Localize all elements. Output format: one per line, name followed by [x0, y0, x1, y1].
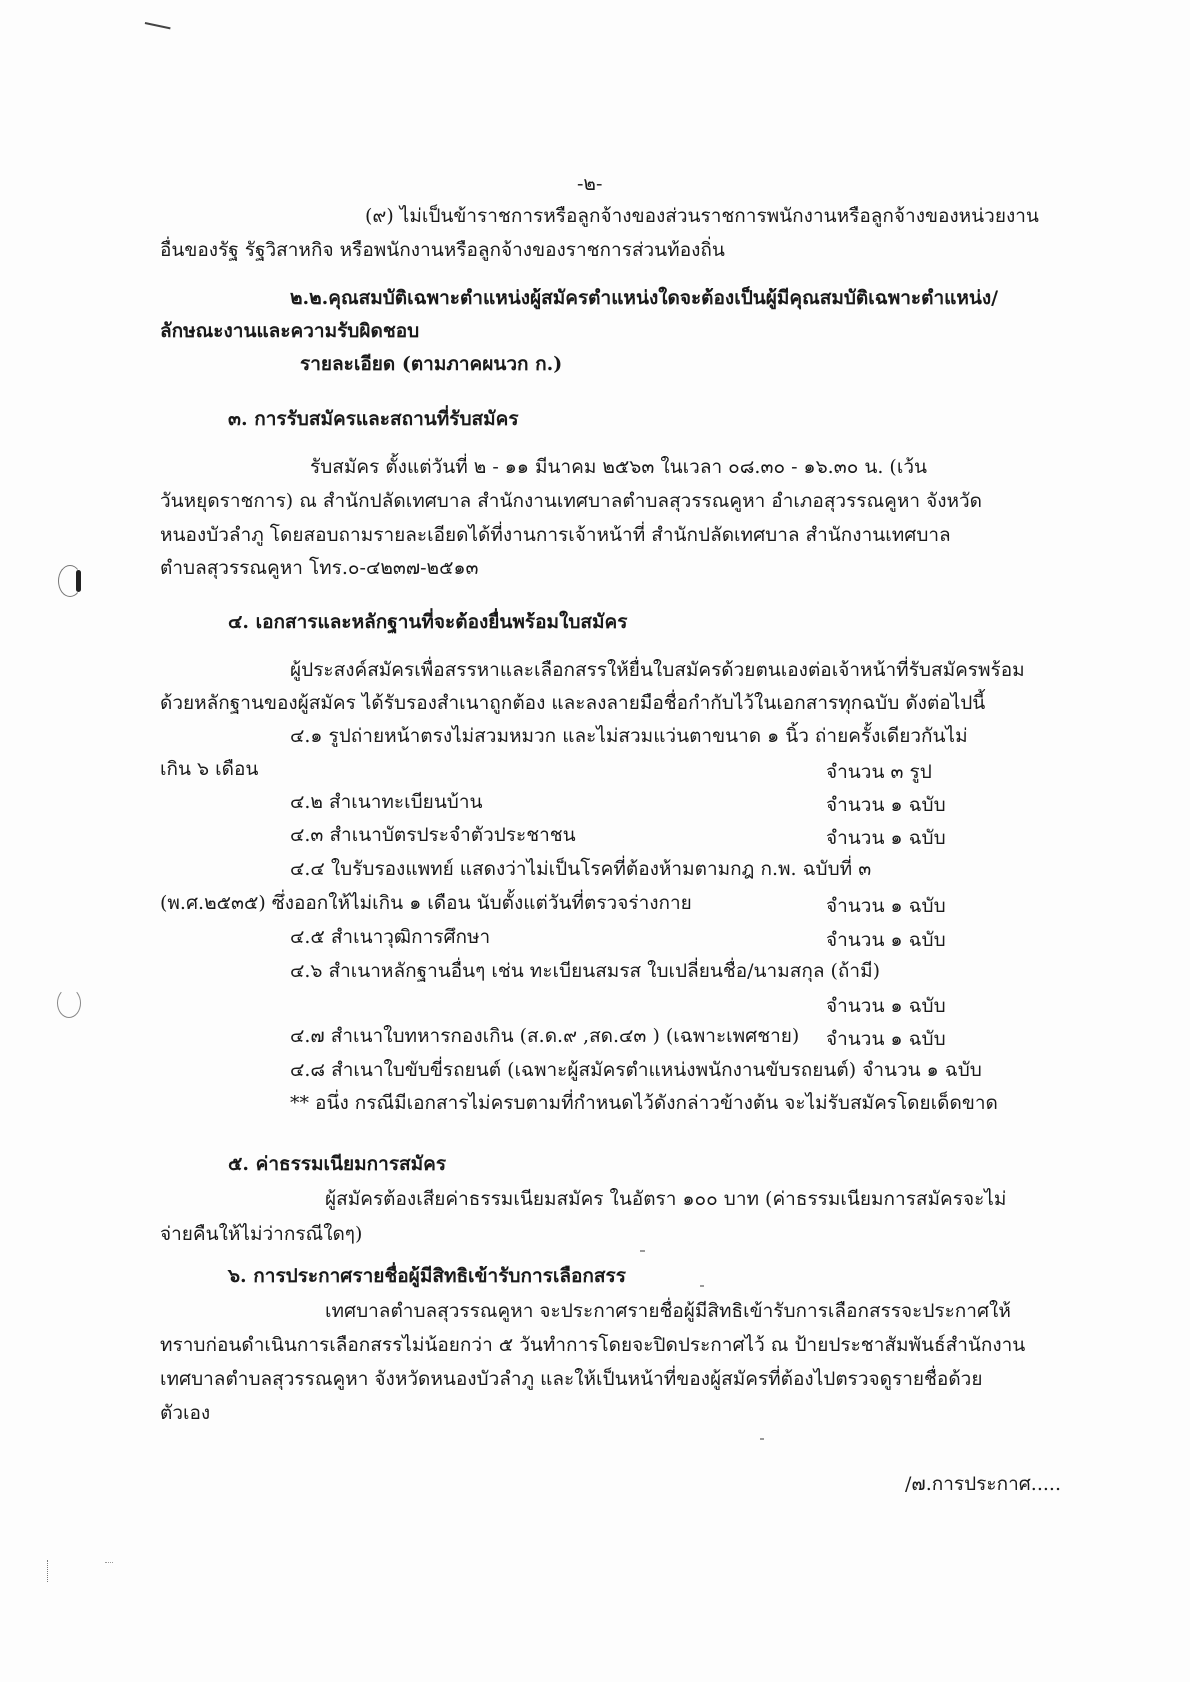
section-6-line-1: เทศบาลตำบลสุวรรณคูหา จะประกาศรายชื่อผู้มีสิทธิเข้ารับการเลือกสรรจะประกาศให้: [325, 1300, 1011, 1322]
item-9-line-2: อื่นของรัฐ รัฐวิสาหกิจ หรือพนักงานหรือลูกจ้างของราชการส่วนท้องถิ่น: [160, 239, 725, 261]
section-5-heading: ๕. ค่าธรรมเนียมการสมัคร: [228, 1153, 447, 1175]
section-3-line-4: ตำบลสุวรรณคูหา โทร.๐-๔๒๓๗-๒๕๑๓: [160, 557, 479, 579]
item-4-6-quantity: จำนวน ๑ ฉบับ: [826, 995, 946, 1017]
item-4-6: ๔.๖ สำเนาหลักฐานอื่นๆ เช่น ทะเบียนสมรส ใบเปลี่ยนชื่อ/นามสกุล (ถ้ามี): [290, 960, 881, 982]
section-6-line-4: ตัวเอง: [160, 1402, 211, 1424]
section-3-line-1: รับสมัคร ตั้งแต่วันที่ ๒ - ๑๑ มีนาคม ๒๕๖๓ ในเวลา ๐๘.๓๐ - ๑๖.๓๐ น. (เว้น: [310, 456, 927, 478]
section-2-2-line-1: ๒.๒.คุณสมบัติเฉพาะตำแหน่งผู้สมัครตำแหน่งใดจะต้องเป็นผู้มีคุณสมบัติเฉพาะตำแหน่ง/: [290, 287, 999, 309]
item-4-4-line-1: ๔.๔ ใบรับรองแพทย์ แสดงว่าไม่เป็นโรคที่ต้องห้ามตามกฎ ก.พ. ฉบับที่ ๓: [290, 858, 872, 880]
scan-speck-3: [760, 1438, 764, 1440]
scan-mark-top-left: [145, 22, 171, 29]
section-4-heading: ๔. เอกสารและหลักฐานที่จะต้องยื่นพร้อมใบสมัคร: [228, 611, 628, 633]
section-2-2-line-3: รายละเอียด (ตามภาคผนวก ก.): [300, 353, 563, 375]
continuation-note: /๗.การประกาศ.....: [905, 1473, 1062, 1495]
item-4-1-line-1: ๔.๑ รูปถ่ายหน้าตรงไม่สวมหมวก และไม่สวมแว่นตาขนาด ๑ นิ้ว ถ่ายครั้งเดียวกันไม่: [290, 725, 968, 747]
item-4-1-line-2: เกิน ๖ เดือน: [160, 758, 259, 780]
section-6-line-2: ทราบก่อนดำเนินการเลือกสรรไม่น้อยกว่า ๕ วันทำการโดยจะปิดประกาศไว้ ณ ป้ายประชาสัมพันธ์สำนักงาน: [160, 1334, 1026, 1356]
section-3-heading: ๓. การรับสมัครและสถานที่รับสมัคร: [228, 408, 519, 430]
scan-mark-bottom-left-2: [105, 1562, 113, 1566]
section-5-line-1: ผู้สมัครต้องเสียค่าธรรมเนียมสมัคร ในอัตรา ๑๐๐ บาท (ค่าธรรมเนียมการสมัครจะไม่: [325, 1188, 1007, 1210]
item-4-7-quantity: จำนวน ๑ ฉบับ: [826, 1028, 946, 1050]
scan-speck-2: [700, 1285, 704, 1287]
scan-mark-bottom-left: [47, 1560, 54, 1582]
page-number: -๒-: [577, 173, 603, 195]
scan-mark-punch-hole-1-dark: [76, 570, 81, 592]
item-4-1-quantity: จำนวน ๓ รูป: [826, 761, 932, 783]
section-4-intro-line-1: ผู้ประสงค์สมัครเพื่อสรรหาและเลือกสรรให้ยื่นใบสมัครด้วยตนเองต่อเจ้าหน้าที่รับสมัครพร้อม: [290, 659, 1025, 681]
item-9-line-1: (๙) ไม่เป็นข้าราชการหรือลูกจ้างของส่วนราชการพนักงานหรือลูกจ้างของหน่วยงาน: [365, 205, 1039, 227]
item-4-3-quantity: จำนวน ๑ ฉบับ: [826, 827, 946, 849]
section-3-line-2: วันหยุดราชการ) ณ สำนักปลัดเทศบาล สำนักงานเทศบาลตำบลสุวรรณคูหา อำเภอสุวรรณคูหา จังหวัด: [160, 490, 983, 512]
item-4-2-quantity: จำนวน ๑ ฉบับ: [826, 794, 946, 816]
section-2-2-line-2: ลักษณะงานและความรับผิดชอบ: [160, 320, 420, 342]
item-4-7: ๔.๗ สำเนาใบทหารกองเกิน (ส.ด.๙ ,สด.๔๓ ) (เฉพาะเพศชาย): [290, 1025, 800, 1047]
section-5-line-2: จ่ายคืนให้ไม่ว่ากรณีใดๆ): [160, 1223, 363, 1245]
item-4-4-quantity: จำนวน ๑ ฉบับ: [826, 895, 946, 917]
item-4-4-line-2: (พ.ศ.๒๕๓๕) ซึ่งออกให้ไม่เกิน ๑ เดือน นับตั้งแต่วันที่ตรวจร่างกาย: [160, 892, 692, 914]
section-6-heading: ๖. การประกาศรายชื่อผู้มีสิทธิเข้ารับการเลือกสรร: [228, 1265, 626, 1287]
section-3-line-3: หนองบัวลำภู โดยสอบถามรายละเอียดได้ที่งานการเจ้าหน้าที่ สำนักปลัดเทศบาล สำนักงานเทศบาล: [160, 524, 951, 546]
item-4-3: ๔.๓ สำเนาบัตรประจำตัวประชาชน: [290, 824, 576, 846]
section-6-line-3: เทศบาลตำบลสุวรรณคูหา จังหวัดหนองบัวลำภู และให้เป็นหน้าที่ของผู้สมัครที่ต้องไปตรวจดูรายชื่อด้วย: [160, 1368, 983, 1390]
item-4-5: ๔.๕ สำเนาวุฒิการศึกษา: [290, 926, 491, 948]
scan-mark-punch-hole-2: [57, 988, 81, 1018]
item-4-8: ๔.๘ สำเนาใบขับขี่รถยนต์ (เฉพาะผู้สมัครตำแหน่งพนักงานขับรถยนต์) จำนวน ๑ ฉบับ: [290, 1059, 982, 1081]
section-4-intro-line-2: ด้วยหลักฐานของผู้สมัคร ได้รับรองสำเนาถูกต้อง และลงลายมือชื่อกำกับไว้ในเอกสารทุกฉบับ ดังต่อไปนี้: [160, 692, 986, 714]
section-4-note: ** อนึ่ง กรณีมีเอกสารไม่ครบตามที่กำหนดไว้ดังกล่าวข้างต้น จะไม่รับสมัครโดยเด็ดขาด: [290, 1092, 998, 1114]
scan-speck-1: [640, 1250, 645, 1252]
item-4-5-quantity: จำนวน ๑ ฉบับ: [826, 929, 946, 951]
item-4-2: ๔.๒ สำเนาทะเบียนบ้าน: [290, 791, 483, 813]
